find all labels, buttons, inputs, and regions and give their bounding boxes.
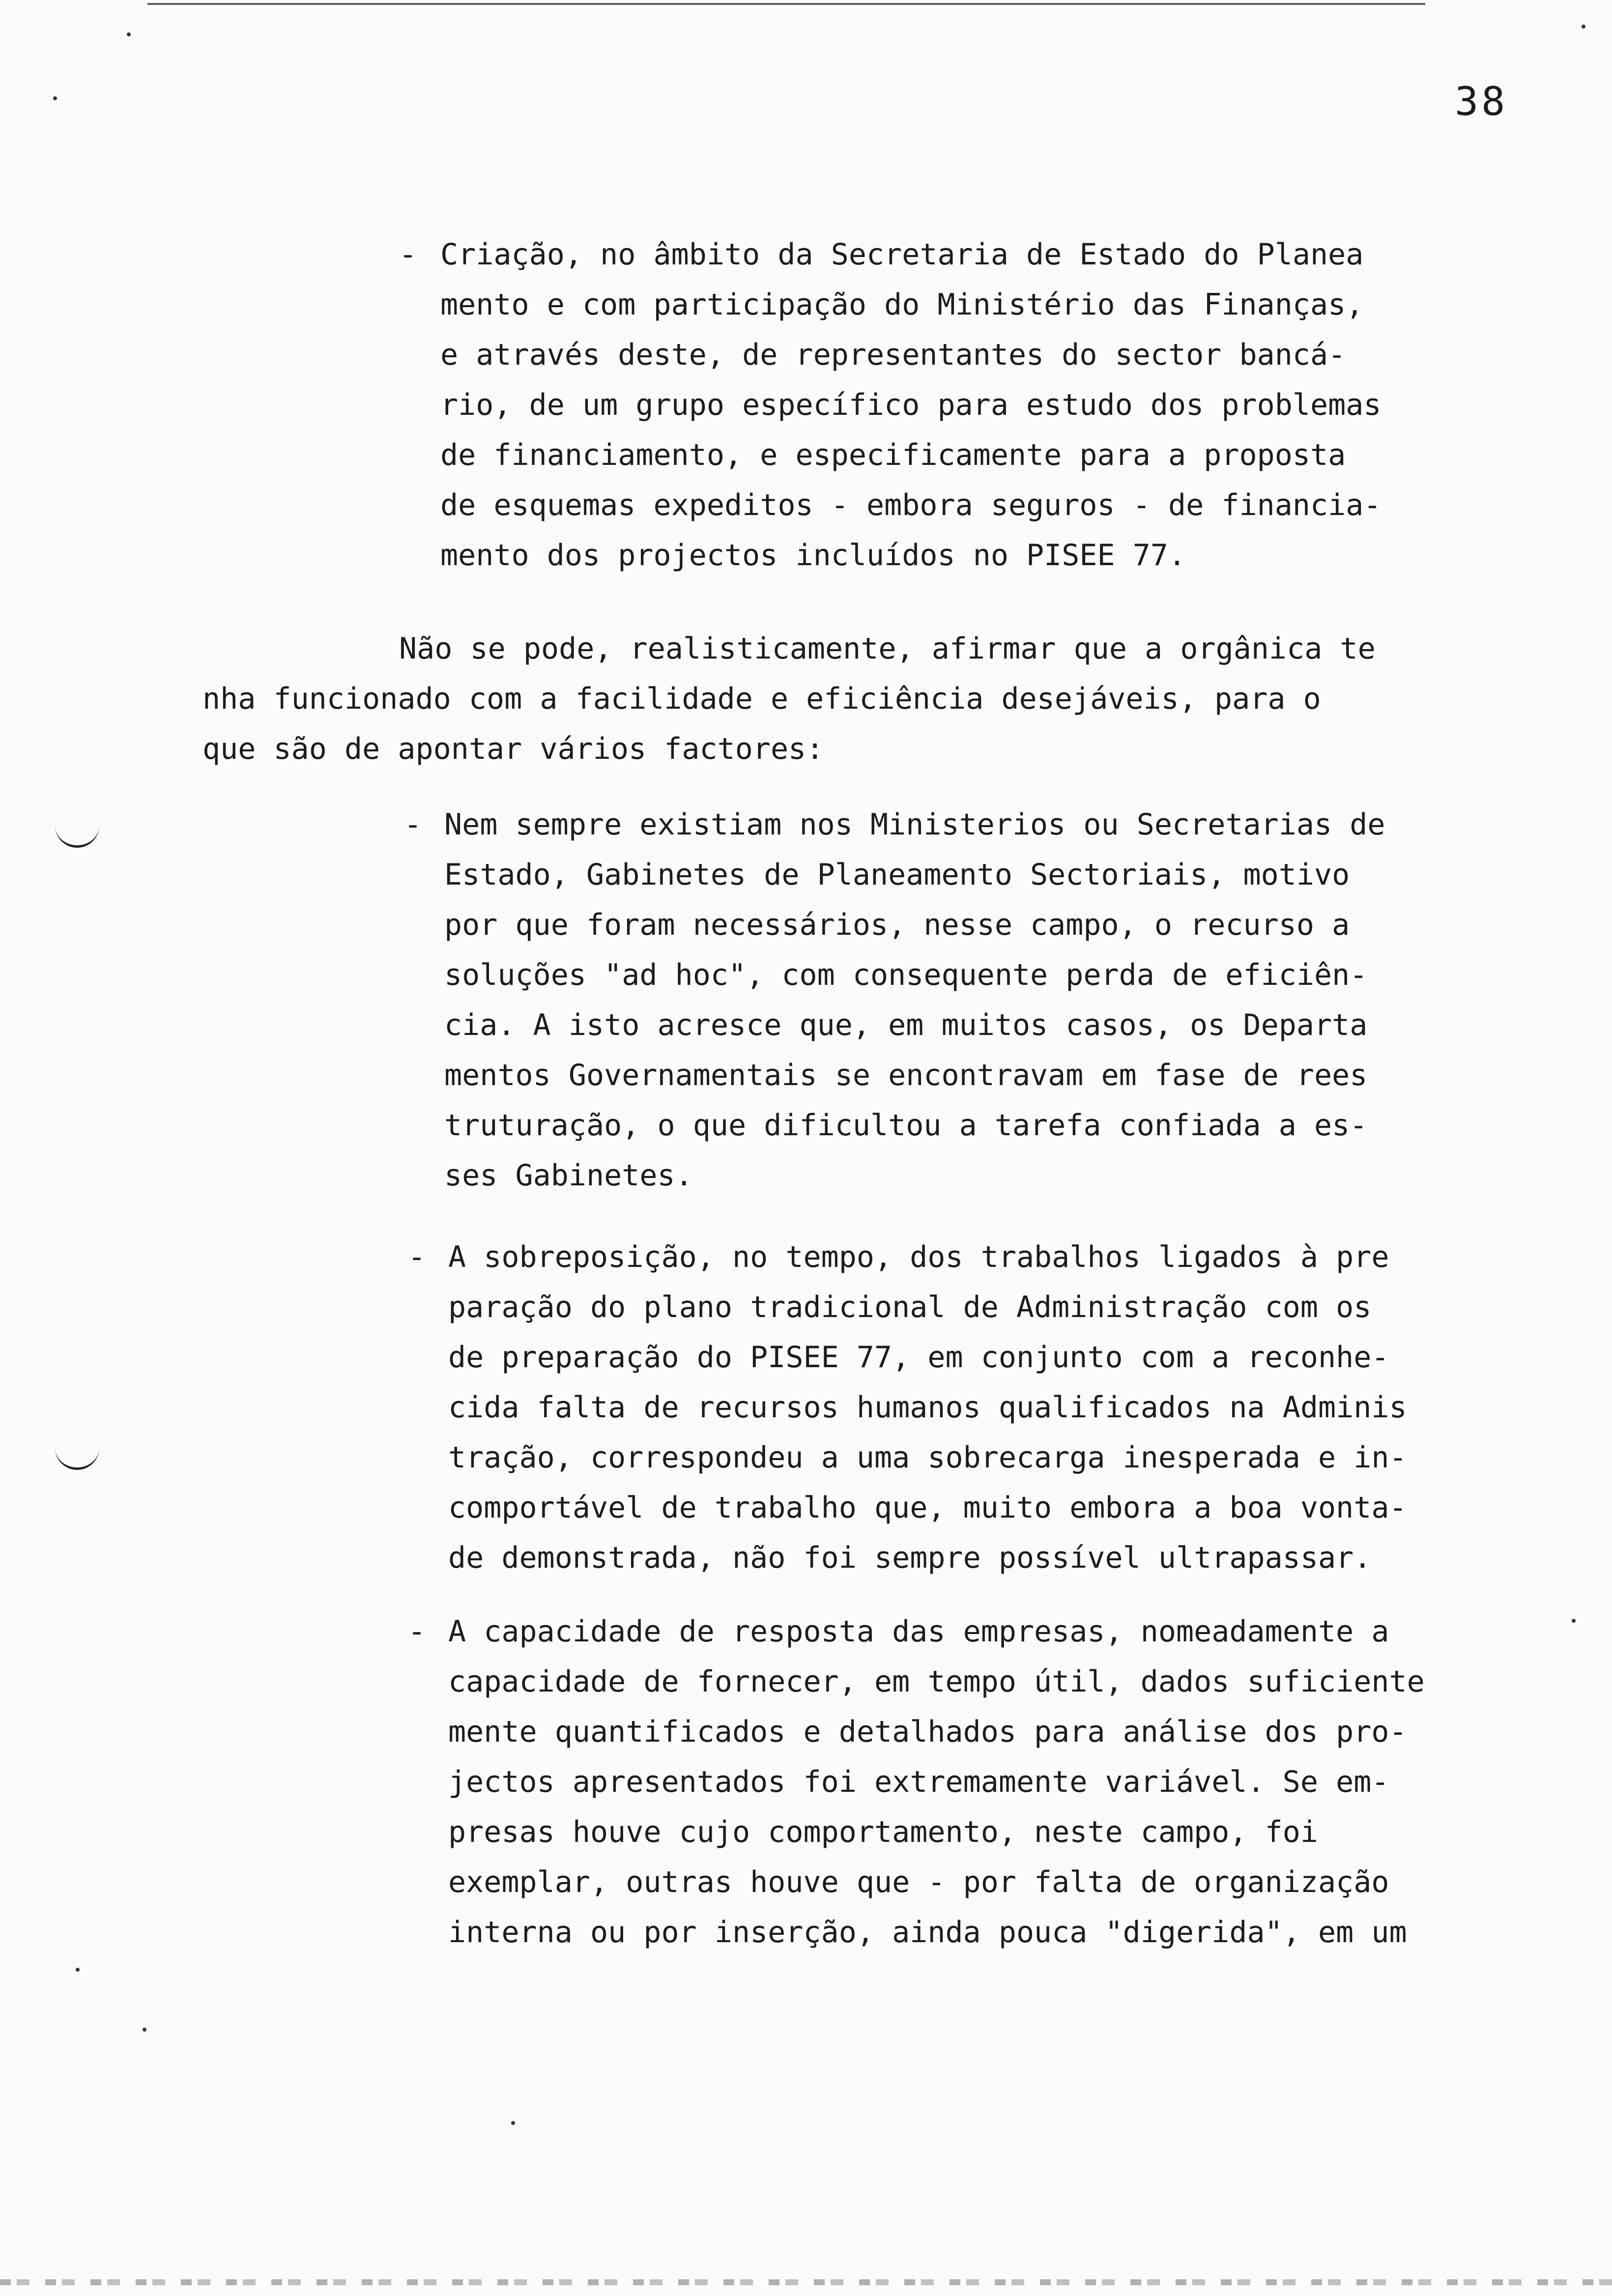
factor2-line2: paração do plano tradicional de Administração com os — [448, 1290, 1372, 1324]
item1-line4: rio, de um grupo específico para estudo dos problemas — [440, 388, 1382, 422]
factor2-line7: de demonstrada, não foi sempre possível ultrapassar. — [448, 1541, 1372, 1575]
bottom-scan-noise — [0, 2279, 1612, 2285]
factor1-line7: truturação, o que dificultou a tarefa confiada a es- — [444, 1108, 1368, 1143]
item1-line2: mento e com participação do Ministério das Finanças, — [440, 287, 1364, 322]
factor1-line6: mentos Governamentais se encontravam em fase de rees — [444, 1058, 1368, 1092]
paragraph-line2: nha funcionado com a facilidade e eficiência desejáveis, para o — [202, 682, 1321, 716]
bullet-dash: - — [399, 237, 417, 272]
scan-speck — [76, 1968, 80, 1972]
factor2-line5: tração, correspondeu a uma sobrecarga inesperada e in- — [448, 1440, 1407, 1475]
paragraph-line3: que são de apontar vários factores: — [202, 732, 824, 766]
factor3-line7: interna ou por inserção, ainda pouca "digerida", em um — [448, 1915, 1407, 1950]
factor3-line5: presas houve cujo comportamento, neste campo, foi — [448, 1815, 1319, 1849]
bullet-dash: - — [408, 1614, 426, 1649]
margin-tick-mark — [55, 1448, 99, 1470]
scan-speck — [1582, 25, 1585, 29]
page-number: 38 — [1455, 79, 1508, 124]
factor1-line2: Estado, Gabinetes de Planeamento Sectoriais, motivo — [444, 858, 1350, 892]
factor1-line3: por que foram necessários, nesse campo, o recurso a — [444, 908, 1350, 942]
factor1-line5: cia. A isto acresce que, em muitos casos, os Departa — [444, 1008, 1368, 1042]
factor3-line1: A capacidade de resposta das empresas, nomeadamente a — [448, 1614, 1389, 1649]
scan-speck — [127, 32, 131, 36]
top-scan-rule — [147, 3, 1425, 5]
scan-speck — [511, 2121, 515, 2125]
factor2-line4: cida falta de recursos humanos qualificados na Adminis — [448, 1390, 1407, 1425]
factor2-line1: A sobreposição, no tempo, dos trabalhos ligados à pre — [448, 1240, 1389, 1274]
factor3-line2: capacidade de fornecer, em tempo útil, dados suficiente — [448, 1665, 1425, 1699]
margin-tick-mark — [55, 826, 99, 848]
factor1-line4: soluções "ad hoc", com consequente perda de eficiên- — [444, 958, 1368, 992]
item1-line3: e através deste, de representantes do sector bancá- — [440, 338, 1346, 372]
factor2-line6: comportável de trabalho que, muito embora a boa vonta- — [448, 1491, 1407, 1525]
bullet-dash: - — [408, 1240, 426, 1274]
item1-line6: de esquemas expeditos - embora seguros - de financia- — [440, 488, 1382, 522]
factor1-line1: Nem sempre existiam nos Ministerios ou Secretarias de — [444, 807, 1385, 842]
scan-speck — [53, 96, 57, 100]
item1-line5: de financiamento, e especificamente para a proposta — [440, 438, 1346, 472]
factor3-line6: exemplar, outras houve que - por falta de organização — [448, 1865, 1389, 1899]
scan-speck — [143, 2028, 146, 2032]
factor1-line8: ses Gabinetes. — [444, 1158, 693, 1193]
factor3-line3: mente quantificados e detalhados para análise dos pro- — [448, 1715, 1407, 1749]
item1-line7: mento dos projectos incluídos no PISEE 77. — [440, 538, 1186, 573]
paragraph-line1: Não se pode, realisticamente, afirmar que a orgânica te — [399, 631, 1376, 666]
bullet-dash: - — [404, 807, 422, 842]
factor2-line3: de preparação do PISEE 77, em conjunto com a reconhe- — [448, 1340, 1389, 1375]
item1-line1: Criação, no âmbito da Secretaria de Estado do Planea — [440, 237, 1364, 272]
scan-speck — [1572, 1619, 1576, 1623]
factor3-line4: jectos apresentados foi extremamente variável. Se em- — [448, 1765, 1389, 1799]
